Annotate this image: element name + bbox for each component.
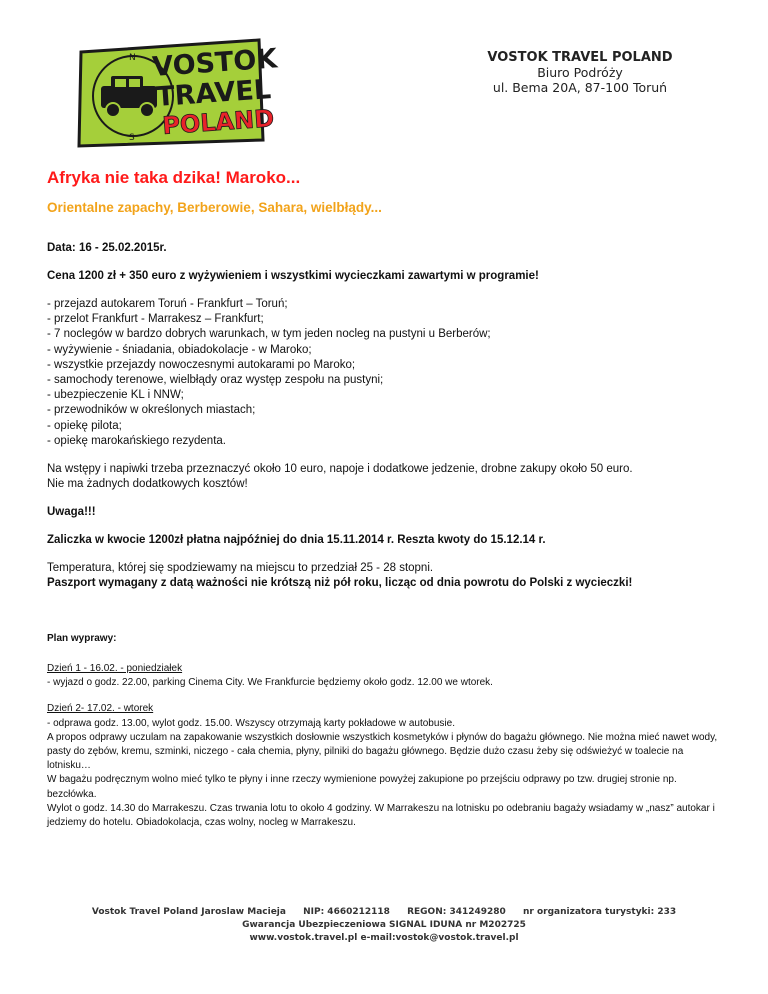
list-item: - przejazd autokarem Toruń - Frankfurt – Toruń; [47,298,288,310]
extra-costs [47,462,727,492]
logo-graphic [75,36,279,148]
day2-line: A propos odprawy uczulam na zapakowanie wszystkich dosłownie wszystkich kosmetyków i płynów do bagażu głównego. Nie można mieć nawet wody, pasty do zębów, kremu, szminki, niczego - cała chemia, płyny, pilniki do bagażu głównego. Będzie dużo czasu żeby się odświeżyć w toalecie na lotnisku… [47,731,718,772]
footer-company: Vostok Travel Poland Jaroslaw Macieja [91,907,286,917]
footer-line3 [0,932,768,945]
extras-note: Nie ma żadnych dodatkowych kosztów! [47,478,248,491]
footer-line1 [0,906,768,919]
footer-email-link[interactable]: e-mail:vostok@vostok.travel.pl [360,933,519,943]
day2-line: Wylot o godz. 14.30 do Marrakeszu. Czas trwania lotu to około 4 godziny. W Marrakeszu na lotnisku po odebraniu bagaży wsiadamy w „nasz” autokar i jedziemy do hotelu. Obiadokolacja, czas wolny, nocleg w Marrakeszu. [47,802,715,829]
plan-heading: Plan wyprawy: [47,633,117,645]
warning-heading: Uwaga!!! [47,506,96,519]
list-item: - 7 noclegów w bardzo dobrych warunkach, w tym jeden nocleg na pustyni u Berberów; [47,328,491,341]
compass-s: S [129,133,135,143]
list-item: - ubezpieczenie KL i NNW; [47,389,184,402]
day2-section [47,702,727,830]
company-header [470,50,690,95]
included-list [47,297,727,449]
list-item: - przewodników w określonych miastach; [47,404,256,417]
passport-info: Paszport wymagany z datą ważności nie krótszą niż pół roku, licząc od dnia powrotu do Polski z wycieczki! [47,577,633,590]
logo-line1: VOSTOK [151,43,279,83]
deposit-info: Zaliczka w kwocie 1200zł płatna najpóźniej do dnia 15.11.2014 r. Reszta kwoty do 15.12.14 r. [47,534,546,547]
compass-n: N [129,53,136,63]
list-item: - opiekę marokańskiego rezydenta. [47,434,226,447]
day1-section [47,662,727,690]
offer-subtitle: Orientalne zapachy, Berberowie, Sahara, wielbłądy... [47,200,382,215]
day2-line: W bagażu podręcznym wolno mieć tylko te płyny i inne rzeczy wymienione powyżej zakupione po przejściu odprawy po tzw. drugiej stronie np. bezcłówka. [47,774,677,800]
day1-line: - wyjazd o godz. 22.00, parking Cinema City. We Frankfurcie będziemy około godz. 12.00 we wtorek. [47,677,493,689]
footer-insurance: Gwarancja Ubezpieczeniowa SIGNAL IDUNA nr M202725 [242,920,526,930]
company-address: ul. Bema 20A, 87-100 Toruń [492,80,668,95]
company-name: VOSTOK TRAVEL POLAND [487,50,673,65]
trip-price: Cena 1200 zł + 350 euro z wyżywieniem i wszystkimi wycieczkami zawartymi w programie! [47,270,539,282]
list-item: - wszystkie przejazdy nowoczesnymi autokarami po Maroko; [47,358,356,371]
list-item: - samochody terenowe, wielbłądy oraz występ zespołu na pustyni; [47,374,384,387]
footer-regon: REGON: 341249280 [407,907,506,917]
logo-line2: TRAVEL [155,74,273,113]
offer-title: Afryka nie taka dzika! Maroko... [47,168,301,187]
footer-nip: NIP: 4660212118 [303,907,390,917]
footer-web-link[interactable]: www.vostok.travel.pl [249,933,358,943]
day2-heading: Dzień 2- 17.02. - wtorek [47,703,154,715]
list-item: - wyżywienie - śniadania, obiadokolacje - w Maroko; [47,343,312,356]
footer-organizer: nr organizatora turystyki: 233 [522,907,677,917]
day1-heading: Dzień 1 - 16.02. - poniedziałek [47,663,183,675]
vostok-travel-logo [75,36,279,148]
trip-date: Data: 16 - 25.02.2015r. [47,242,167,254]
temperature-info: Temperatura, której się spodziewamy na miejscu to przedział 25 - 28 stopni. [47,562,434,575]
list-item: - opiekę pilota; [47,419,122,432]
day2-line: - odprawa godz. 13.00, wylot godz. 15.00. Wszyscy otrzymają karty pokładowe w autobusie. [47,717,455,729]
offer-content [47,168,727,842]
extras-text: Na wstępy i napiwki trzeba przeznaczyć około 10 euro, napoje i dodatkowe jedzenie, drobne zakupy około 50 euro. [47,463,633,476]
list-item: - przelot Frankfurt - Marrakesz – Frankfurt; [47,313,264,326]
page-footer [0,906,768,945]
company-type: Biuro Podróży [537,65,623,80]
logo-line3: POLAND [161,104,276,140]
